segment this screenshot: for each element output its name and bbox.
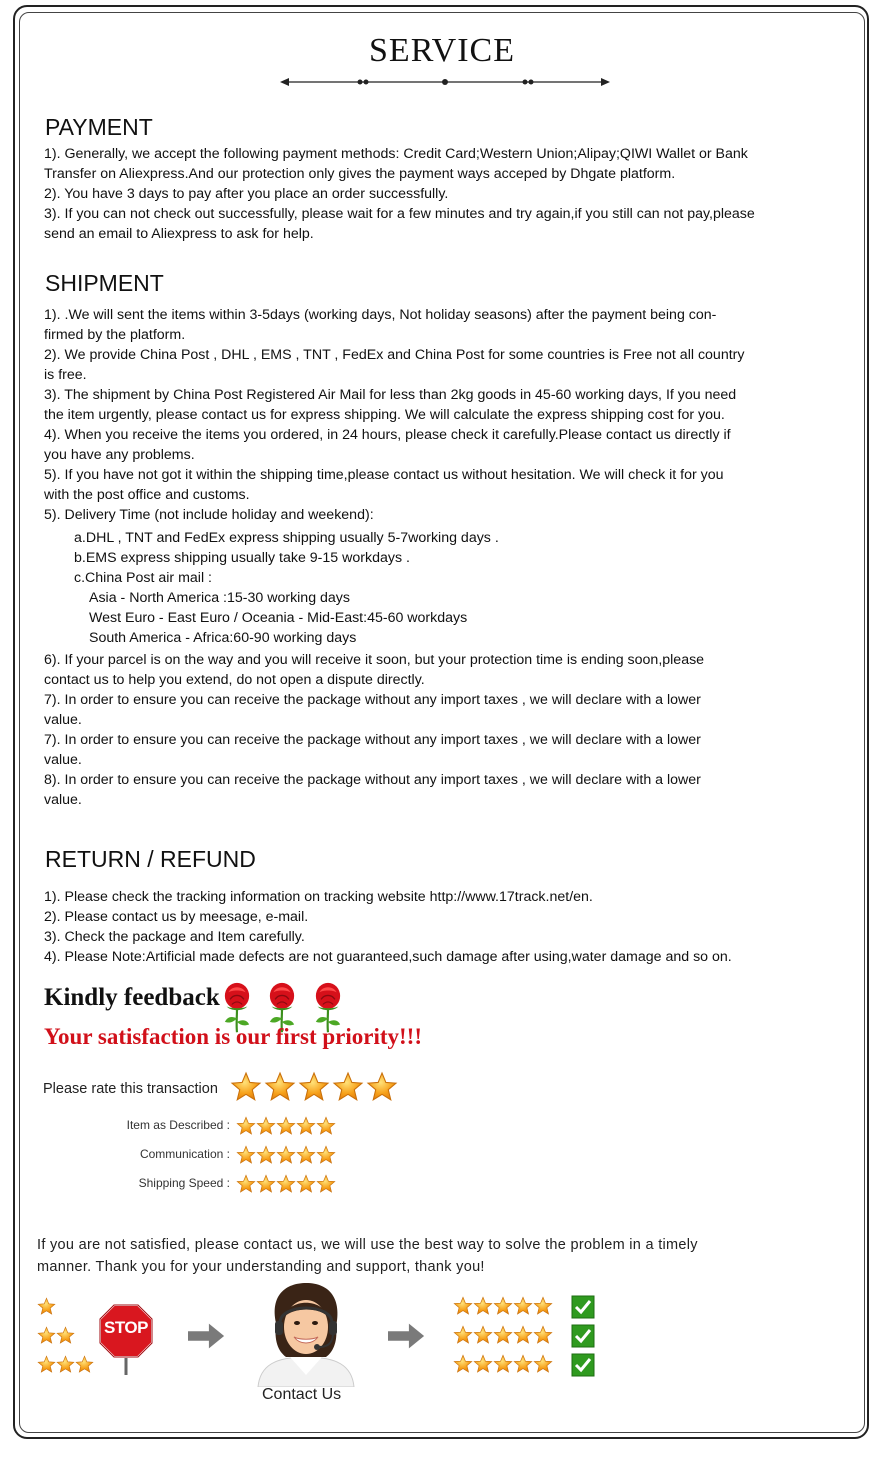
shipment-line: you have any problems. <box>44 447 195 463</box>
china-post-item: Asia - North America :15-30 working days <box>89 590 350 606</box>
payment-heading: PAYMENT <box>45 114 153 140</box>
checkmark-icon <box>571 1295 595 1319</box>
shipment-line: firmed by the platform. <box>44 327 186 343</box>
shipment-line: value. <box>44 752 82 768</box>
refund-text <box>44 887 844 967</box>
shipment-line: 8). In order to ensure you can receive the package without any import taxes , we will declare with a lower <box>44 772 701 788</box>
arrow-right-icon <box>388 1323 426 1349</box>
star-icon <box>56 1355 75 1374</box>
star-icon[interactable] <box>296 1145 316 1165</box>
star-icon <box>473 1296 493 1316</box>
arrow-right-icon <box>188 1323 226 1349</box>
star-icon <box>533 1354 553 1374</box>
star-icon <box>493 1296 513 1316</box>
shipment-text <box>44 305 844 525</box>
rating-label-item-described: Item as Described : <box>126 1118 230 1132</box>
star-icon <box>473 1354 493 1374</box>
five-star-row <box>453 1354 553 1374</box>
star-icon[interactable] <box>256 1116 276 1136</box>
star-icon[interactable] <box>366 1071 398 1103</box>
star-icon[interactable] <box>276 1116 296 1136</box>
checkmark-icon <box>571 1324 595 1348</box>
star-icon[interactable] <box>256 1174 276 1194</box>
rating-label-shipping-speed: Shipping Speed : <box>138 1176 230 1190</box>
star-icon <box>453 1325 473 1345</box>
closing-message <box>37 1234 837 1278</box>
closing-line: manner. Thank you for your understanding and support, thank you! <box>37 1259 485 1275</box>
star-icon <box>533 1325 553 1345</box>
star-icon[interactable] <box>236 1174 256 1194</box>
stop-sign-icon <box>98 1303 154 1375</box>
shipment-line: 1). .We will sent the items within 3-5days (working days, Not holiday seasons) after the payment being con- <box>44 307 717 323</box>
payment-line: 3). If you can not check out successfully, please wait for a few minutes and try again,if you still can not pay,please <box>44 206 755 222</box>
rating-item-described[interactable] <box>236 1116 336 1136</box>
payment-line: 1). Generally, we accept the following payment methods: Credit Card;Western Union;Alipay;QIWI Wallet or Bank <box>44 146 748 162</box>
shipment-heading: SHIPMENT <box>45 270 164 296</box>
shipment-line: value. <box>44 712 82 728</box>
shipment-line: 5). If you have not got it within the shipping time,please contact us without hesitation. We will check it for you <box>44 467 724 483</box>
shipment-line: 3). The shipment by China Post Registered Air Mail for less than 2kg goods in 45-60 working days, If you need <box>44 387 737 403</box>
support-agent-icon[interactable] <box>246 1283 366 1387</box>
star-icon[interactable] <box>316 1116 336 1136</box>
delivery-list <box>44 528 844 648</box>
satisfaction-slogan: Your satisfaction is our first priority!!! <box>44 1024 422 1049</box>
star-icon <box>56 1326 75 1345</box>
shipment-line: contact us to help you extend, do not open a dispute directly. <box>44 672 425 688</box>
shipment-line: the item urgently, please contact us for express shipping. We will calculate the express shipping cost for you. <box>44 407 725 423</box>
delivery-item: a.DHL , TNT and FedEx express shipping usually 5-7working days . <box>74 530 499 546</box>
stop-sign-text: STOP <box>104 1318 148 1337</box>
contact-us-label[interactable]: Contact Us <box>262 1386 342 1403</box>
rating-communication[interactable] <box>236 1145 336 1165</box>
low-rating-3 <box>37 1355 94 1374</box>
rate-transaction-label: Please rate this transaction <box>43 1081 218 1097</box>
refund-line: 1). Please check the tracking information on tracking website http://www.17track.net/en. <box>44 889 593 905</box>
overall-rating[interactable] <box>230 1071 398 1103</box>
star-icon <box>473 1325 493 1345</box>
star-icon[interactable] <box>236 1116 256 1136</box>
checkmark-icon <box>571 1353 595 1377</box>
star-icon[interactable] <box>230 1071 262 1103</box>
star-icon[interactable] <box>316 1174 336 1194</box>
shipment-line: is free. <box>44 367 87 383</box>
rating-label-communication: Communication : <box>139 1147 230 1161</box>
star-icon[interactable] <box>296 1116 316 1136</box>
shipment-line: with the post office and customs. <box>44 487 250 503</box>
star-icon[interactable] <box>264 1071 296 1103</box>
star-icon <box>513 1325 533 1345</box>
star-icon <box>75 1355 94 1374</box>
shipment-text-2 <box>44 650 844 810</box>
china-post-item: West Euro - East Euro / Oceania - Mid-East:45-60 workdays <box>89 610 468 626</box>
payment-line: Transfer on Aliexpress.And our protection only gives the payment ways acceped by Dhgate platform. <box>44 166 676 182</box>
refund-line: 2). Please contact us by meesage, e-mail. <box>44 909 309 925</box>
star-icon <box>513 1296 533 1316</box>
star-icon <box>37 1297 56 1316</box>
delivery-item: b.EMS express shipping usually take 9-15 workdays . <box>74 550 410 566</box>
star-icon <box>37 1326 56 1345</box>
page-title: SERVICE <box>369 32 515 69</box>
star-icon[interactable] <box>298 1071 330 1103</box>
china-post-item: South America - Africa:60-90 working days <box>89 630 357 646</box>
shipment-line: 7). In order to ensure you can receive the package without any import taxes , we will declare with a lower <box>44 732 701 748</box>
payment-line: send an email to Aliexpress to ask for help. <box>44 226 314 242</box>
divider-ornament <box>280 76 610 88</box>
shipment-line: 6). If your parcel is on the way and you will receive it soon, but your protection time is ending soon,please <box>44 652 705 668</box>
shipment-line: 5). Delivery Time (not include holiday and weekend): <box>44 507 374 523</box>
low-rating-2 <box>37 1326 75 1345</box>
star-icon <box>37 1355 56 1374</box>
star-icon <box>533 1296 553 1316</box>
payment-text <box>44 144 844 244</box>
shipment-line: 7). In order to ensure you can receive the package without any import taxes , we will declare with a lower <box>44 692 701 708</box>
shipment-line: 4). When you receive the items you ordered, in 24 hours, please check it carefully.Please contact us directly if <box>44 427 731 443</box>
star-icon[interactable] <box>276 1174 296 1194</box>
star-icon <box>513 1354 533 1374</box>
shipment-line: value. <box>44 792 82 808</box>
star-icon[interactable] <box>296 1174 316 1194</box>
refund-line: 3). Check the package and Item carefully. <box>44 929 305 945</box>
star-icon <box>493 1325 513 1345</box>
star-icon <box>493 1354 513 1374</box>
five-star-row <box>453 1296 553 1316</box>
star-icon[interactable] <box>332 1071 364 1103</box>
star-icon[interactable] <box>276 1145 296 1165</box>
five-star-row <box>453 1325 553 1345</box>
rating-shipping-speed[interactable] <box>236 1174 336 1194</box>
delivery-item: c.China Post air mail : <box>74 570 212 586</box>
refund-line: 4). Please Note:Artificial made defects are not guaranteed,such damage after using,water damage and so on. <box>44 949 732 965</box>
star-icon <box>453 1354 473 1374</box>
shipment-line: 2). We provide China Post , DHL , EMS , TNT , FedEx and China Post for some countries is Free not all country <box>44 347 745 363</box>
star-icon[interactable] <box>256 1145 276 1165</box>
low-rating-1 <box>37 1297 56 1316</box>
kindly-feedback-title: Kindly feedback <box>44 984 220 1011</box>
payment-line: 2). You have 3 days to pay after you place an order successfully. <box>44 186 449 202</box>
closing-line: If you are not satisfied, please contact us, we will use the best way to solve the problem in a timely <box>37 1237 698 1253</box>
refund-heading: RETURN / REFUND <box>45 846 256 872</box>
star-icon[interactable] <box>316 1145 336 1165</box>
star-icon <box>453 1296 473 1316</box>
star-icon[interactable] <box>236 1145 256 1165</box>
